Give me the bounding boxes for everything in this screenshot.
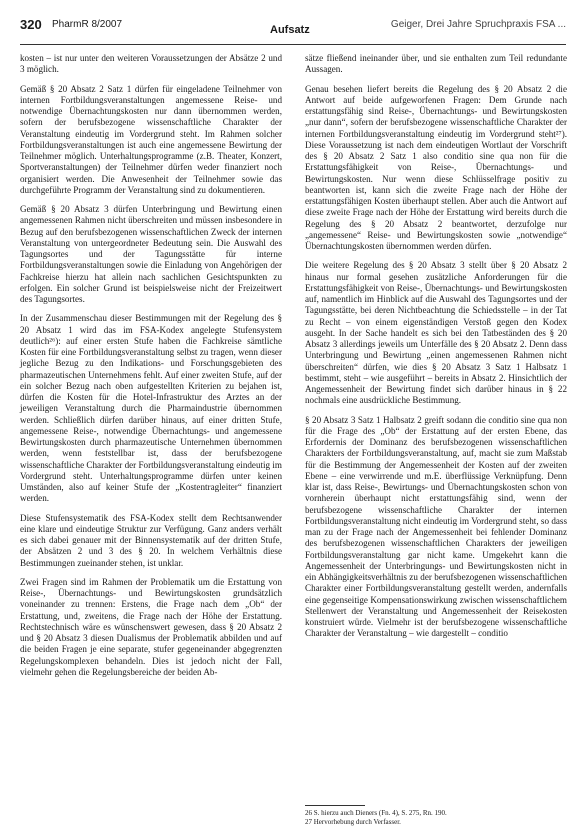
paragraph: § 20 Absatz 3 Satz 1 Halbsatz 2 greift sodann die conditio sine qua non für die Frage des „Ob“ der Erstattung auf der ersten Ebene, das Erfordernis der Dominanz des berufsbezogenen wissenschaftlichen Charakters der Fortbildungsveranstaltung, auf, macht sie zum Maßstab für die Bestimmung der Angemessenheit der Kosten auf der zweiten Ebene – eine verwirrende und m.E. überflüssige Verknüpfung. Denn klar ist, dass Reise-, Bewirtungs- und Übernachtungskosten schon von vornherein überhaupt nicht erstattungsfähig sind, wenn der berufsbezogene wissenschaftliche Charakter der internen Fortbildungsveranstaltung nicht eindeutig im Vordergrund steht, so dass man zu der Frage nach der Angemessenheit bei fehlender Dominanz des berufsbezogenen wissenschaftlichen Charakters der jeweiligen Fortbildungsveranstaltung gar nicht kame. Umgekehrt kann die Angemessenheit der Unterbringungs- und Bewirtungskosten nicht in ein Abhängigkeitsverhältnis zu der berufsbezogenen wissenschaftlichen Charakter einer Fortbildungsveranstaltung gestellt werden, andernfalls eine gegenseitige Kompensationswirkung zwischen wissenschaftlichem Stellenwert der Veranstaltung und Angemessenheit der Reisekosten konstruiert würde. Vielmehr ist der berufsbezogene wissenschaftliche Charakter der Veranstaltung – wie dargestellt – conditio	[305, 414, 567, 639]
footnotes	[305, 809, 567, 827]
paragraph: Gemäß § 20 Absatz 3 dürfen Unterbringung und Bewirtung einen angemessenen Rahmen nicht überschreiten und müssen insbesondere in Bezug auf den berufsbezogenen wissenschaftlichen Zweck der internen Veranstaltung von untergeordneter Bedeutung sein. Die Auswahl des Tagungsortes und der Tagungsstätte für interne Fortbildungsveranstaltungen sowie die Einladung von Angehörigen der Fachkreise hierzu hat allein nach sachlichen Gesichtspunkten zu erfolgen. Ein solcher Grund ist beispielsweise nicht der Freizeitwert des Tagungsortes.	[20, 204, 282, 304]
paragraph: Genau besehen liefert bereits die Regelung des § 20 Absatz 2 die Antwort auf beide aufgeworfenen Fragen: Dem Grunde nach erstattungsfähig sind Reise-, Übernachtungs- und Bewirtungskosten „nur dann“, sofern der berufsbezogene wissenschaftliche Charakter der internen Fortbildungsveranstaltung eindeutig im Vordergrund steht²⁷). Diese Voraussetzung ist nach dem eindeutigen Wortlaut der Vorschrift des § 20 Absatz 2 Satz 1 also conditio sine qua non für die Erstattungsfähigkeit von Reise-, Übernachtungs- und Bewirtungskosten. Nur wenn diese Schlüsselfrage positiv zu beantworten ist, kann sich die zweite Frage nach der Höhe der erstattungsfähigen Kosten überhaupt stellen. Aber auch die Antwort auf diese zweite Frage nach der Höhe der Erstattung wird bereits durch die Regelung des § 20 Absatz 2 beantwortet, derzufolge nur „angemessene“ Reise- und Bewirtungskosten sowie „notwendige“ Übernachtungskosten übernommen werden dürfen.	[305, 83, 567, 251]
paragraph: In der Zusammenschau dieser Bestimmungen mit der Regelung des § 20 Absatz 1 wird das im FSA-Kodex angelegte Stufensystem deutlich²⁶): auf einer ersten Stufe haben die Fachkreise sämtliche Kosten für eine Fortbildungsveranstaltung selbst zu tragen, wenn dieser jegliche Bezug zu den Indikations- und Forschungsgebieten des pharmazeutischen Unternehmens fehlt. Auf einer zweiten Stufe, auf der ein solcher Bezug nach oben aufgestellten Kriterien zu bejahen ist, dürfen die Kosten für die Hotel-Infrastruktur des Arztes an der jeweiligen Veranstaltung durch die Pharmaindustrie übernommen werden. Schließlich dürfen darüber hinaus, auf einer dritten Stufe, angemessene Reise-, notwendige Übernachtungs- und angemessene Bewirtungskosten durch pharmazeutische Unternehmen übernommen werden, wenn feststellbar ist, dass der berufsbezogene wissenschaftliche Charakter der Fortbildungsveranstaltung eindeutig im Vordergrund steht. Unterhaltungsprogramme dürfen unter keinen Umständen, also auf keiner Stufe der „Kostentragleiter“ finanziert werden.	[20, 313, 282, 504]
paragraph: kosten – ist nur unter den weiteren Voraussetzungen der Absätze 2 und 3 möglich.	[20, 53, 282, 75]
paragraph: Zwei Fragen sind im Rahmen der Problematik um die Erstattung von Reise-, Übernachtungs- und Bewirtungskosten grundsätzlich voneinander zu trennen: Erstens, die Frage nach dem „Ob“ der Erstattung, und, zweitens, die Frage nach der Höhe der Erstattung. Rechtstechnisch wäre es wünschenswert gewesen, dass § 20 Absatz 2 und § 20 Absatz 3 diesen Dualismus der Problematik abbilden und auf die beiden Fragen je eine separate, stufer gegeneinander abgegrenzten Regelungskomplexen behandeln. Dies ist jedoch nicht der Fall, vielmehr gehen die Regelungsbereiche der beiden Ab-	[20, 576, 282, 677]
page-number: 320	[20, 17, 42, 32]
footnote: 26 S. hierzu auch Dieners (Fn. 4), S. 275, Rn. 190.	[305, 809, 447, 817]
footnote-rule	[305, 805, 365, 806]
paragraph: Die weitere Regelung des § 20 Absatz 3 stellt über § 20 Absatz 2 hinaus nur formal gesehen zusätzliche Anforderungen für die Erstattungsfähigkeit von Reise-, Übernachtungs- und Bewirtungskosten auf, namentlich im Hinblick auf die Auswahl des Tagungsortes und der Tagungsstätte, bei deren Nichtbeachtung die Schiedsstelle – in der Tat zu Recht – von einem eigenständigen Verstoß gegen den Kodex ausgeht. In der Sache handelt es sich bei den Tatbeständen des § 20 Absatz 3 allerdings jeweils um Unterfälle des § 20 Absatz 2. Denn dass Unterbringung und Bewirtung „einen angemessenen Rahmen nicht überschreiten“ dürfen, wie dies § 20 Absatz 3 Satz 1 Halbsatz 1 bestimmt, steht – wie ausgeführt – bereits in Absatz 2. Hinsichtlich der Angemessenheit der Bewirtung findet sich darüber hinaus in § 22 nochmals eine ausdrückliche Bestimmung.	[305, 260, 567, 406]
page-header	[20, 0, 566, 44]
paragraph: Gemäß § 20 Absatz 2 Satz 1 dürfen für eingeladene Teilnehmer von internen Fortbildungsveranstaltungen angemessene Reise- und notwendige Übernachtungskosten nur dann übernommen werden, sofern der berufsbezogene wissenschaftliche Charakter der Veranstaltung eindeutig im Vordergrund steht. Im Rahmen solcher Fortbildungsveranstaltungen ist auch eine angemessene Bewirtung der Teilnehmer möglich. Unterhaltungsprogramme (z.B. Theater, Konzert, Sportveranstaltungen) der Teilnehmer dürfen weder finanziert noch organisiert werden. Die Anwesenheit der Teilnehmer sowie das durchgeführte Programm der Veranstaltung sind zu dokumentieren.	[20, 83, 282, 195]
right-column	[305, 53, 567, 648]
left-column	[20, 53, 282, 686]
running-title: Geiger, Drei Jahre Spruchpraxis FSA ...	[390, 19, 566, 30]
footnote: 27 Hervorhebung durch Verfasser.	[305, 818, 401, 826]
header-rule	[20, 44, 566, 45]
journal-issue: PharmR 8/2007	[52, 19, 123, 30]
section-label: Aufsatz	[270, 24, 310, 36]
paragraph: sätze fließend ineinander über, und sie enthalten zum Teil redundante Aussagen.	[305, 53, 567, 75]
paragraph: Diese Stufensystematik des FSA-Kodex stellt dem Rechtsanwender eine klare und eindeutige Struktur zur Verfügung. Ganz anders verhält es sich dabei genauer mit der Binnensystematik auf der dritten Stufe, der Absätzen 2 und 3 des § 20. In welchem Verhältnis diese Bestimmungen zueinander stehen, ist unklar.	[20, 512, 282, 568]
